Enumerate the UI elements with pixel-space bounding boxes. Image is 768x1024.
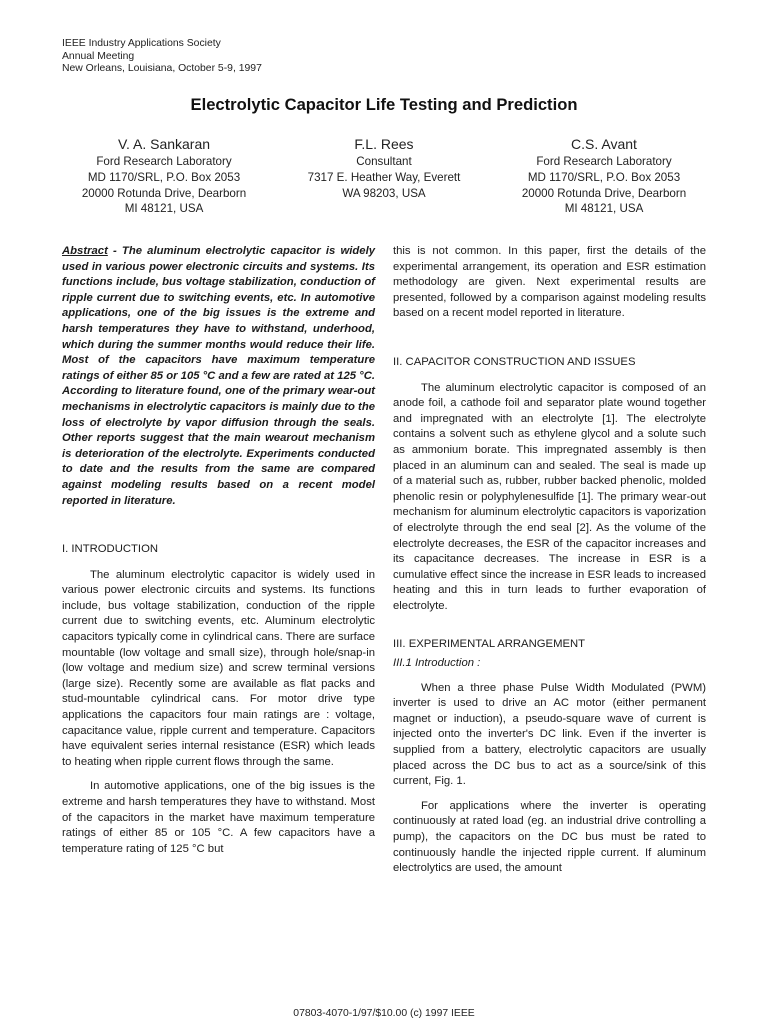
author-name: C.S. Avant: [571, 136, 637, 152]
paper-title: Electrolytic Capacitor Life Testing and Prediction: [190, 95, 578, 114]
body-paragraph: For applications where the inverter is operating continuously at rated load (eg. an industrial drive controlling a pump), the capacitors on the DC bus must be rated to continuously handle the injected ripple current. If aluminum electrolytics are used, the amount: [393, 799, 706, 875]
abstract: [62, 244, 375, 509]
abstract-label: Abstract: [62, 245, 108, 257]
section-heading-introduction: I. INTRODUCTION: [62, 543, 159, 556]
author-address: 20000 Rotunda Drive, Dearborn: [81, 186, 247, 200]
left-column: [62, 244, 375, 857]
subsection-heading: III.1 Introduction :: [393, 657, 481, 670]
venue-line: Annual Meeting: [62, 50, 135, 62]
body-paragraph: In automotive applications, one of the big issues is the extreme and harsh temperatures they have to withstand. Most of the capacitors in the market have maximum temperature ratings of either 85 or 105 °C. A few capacitors have a temperature rating of 125 °C but: [62, 780, 375, 855]
body-paragraph: The aluminum electrolytic capacitor is composed of an anode foil, a cathode foil and separator plate wound together and impregnated with an electrolyte [1]. The electrolyte contains a solvent such as ethylene glycol and a solute such as ammonium borate. This impregnated assembly is then placed in an aluminum can and sealed. The seal is made up of a material such as, rubber, rubber backed phenolic, molded phenolic resin or polyphylenesulfide [1]. The primary wear-out mechanism for aluminum electrolytic capacitors is vaporization of electrolyte through the end seal [2]. As the volume of the electrolyte decreases, the ESR of the capacitor increases and its capacitance decreases. The increase in ESR is a cumulative effect since the increase in ESR leads to increased heating and this in turn leads to further evaporation of electrolyte.: [393, 381, 706, 612]
body-paragraph: When a three phase Pulse Width Modulated (PWM) inverter is used to drive an AC motor (either permanent magnet or induction), a pseudo-square wave of current is injected onto the inverter's DC link. Even if the inverter is supplied from a battery, electrolytic capacitors are usually placed across the DC bus to act as a source/sink of this current, Fig. 1.: [393, 681, 706, 788]
author-address: MD 1170/SRL, P.O. Box 2053: [87, 170, 241, 184]
author-affiliation: Consultant: [356, 155, 412, 168]
author-affiliation: Ford Research Laboratory: [536, 155, 672, 168]
venue-line: IEEE Industry Applications Society: [62, 38, 221, 49]
venue-line: New Orleans, Louisiana, October 5-9, 1997: [62, 63, 262, 75]
body-paragraph: The aluminum electrolytic capacitor is widely used in various power electronic circuits and systems. Its functions include, bus voltage stabilization, conduction of the ripple current due to switching events, etc. Aluminum electrolytic capacitors typically come in cylindrical cans. There are surface mountable (low voltage and small size), through hole/snap-in (low voltage and medium size) and screw terminal versions (large size). Recently some are available as flat packs and stud-mountable cylindrical cans. For motor drive type applications the capacitors four main ratings are : voltage, capacitance value, ripple current and temperature. Capacitors have equivalent series internal resistance (ESR) which leads to heating when ripple current flows through the same.: [62, 568, 375, 768]
author-address: MI 48121, USA: [564, 202, 644, 216]
body-paragraph: this is not common. In this paper, first the details of the experimental arrangement, its operation and ESR estimation methodology are given. Next experimental results are presented, followed by a comparison against modeling results based on a recent model reported in literature.: [393, 245, 706, 320]
author-block: [264, 135, 504, 201]
author-block: [484, 135, 724, 217]
author-address: MD 1170/SRL, P.O. Box 2053: [527, 170, 681, 184]
author-block: [44, 135, 284, 217]
copyright-footer: 07803-4070-1/97/$10.00 (c) 1997 IEEE: [293, 1008, 475, 1019]
author-affiliation: Ford Research Laboratory: [96, 155, 232, 168]
author-name: F.L. Rees: [354, 136, 414, 152]
conference-venue: [62, 38, 262, 76]
section-heading-construction: II. CAPACITOR CONSTRUCTION AND ISSUES: [393, 355, 636, 368]
right-column: [393, 244, 706, 877]
author-address: 20000 Rotunda Drive, Dearborn: [521, 186, 687, 200]
abstract-text: - The aluminum electrolytic capacitor is widely used in various power electronic circuits and systems. Its functions include, bus voltage stabilization, conduction of ripple current due to switching events, etc. In automotive applications, one of the big issues is the extreme and harsh temperatures they have to withstand, underhood, which during the summer months would reduce their life. Most of the capacitors have maximum temperature ratings of either 85 or 105 °C and a few are rated at 125 °C. According to literature found, one of the primary wear-out mechanisms in electrolytic capacitors is mainly due to the loss of electrolyte by vapor diffusion through the seals. Other reports suggest that the main wearout mechanism is deterioration of the electrolyte. Experiments conducted to date and the results from the same are compared against modeling results based on a recent model reported in literature.: [62, 245, 375, 507]
author-address: MI 48121, USA: [124, 202, 204, 216]
author-name: V. A. Sankaran: [117, 136, 211, 152]
section-heading-experimental: III. EXPERIMENTAL ARRANGEMENT: [393, 638, 586, 651]
author-address: WA 98203, USA: [342, 186, 426, 200]
author-address: 7317 E. Heather Way, Everett: [307, 170, 461, 184]
